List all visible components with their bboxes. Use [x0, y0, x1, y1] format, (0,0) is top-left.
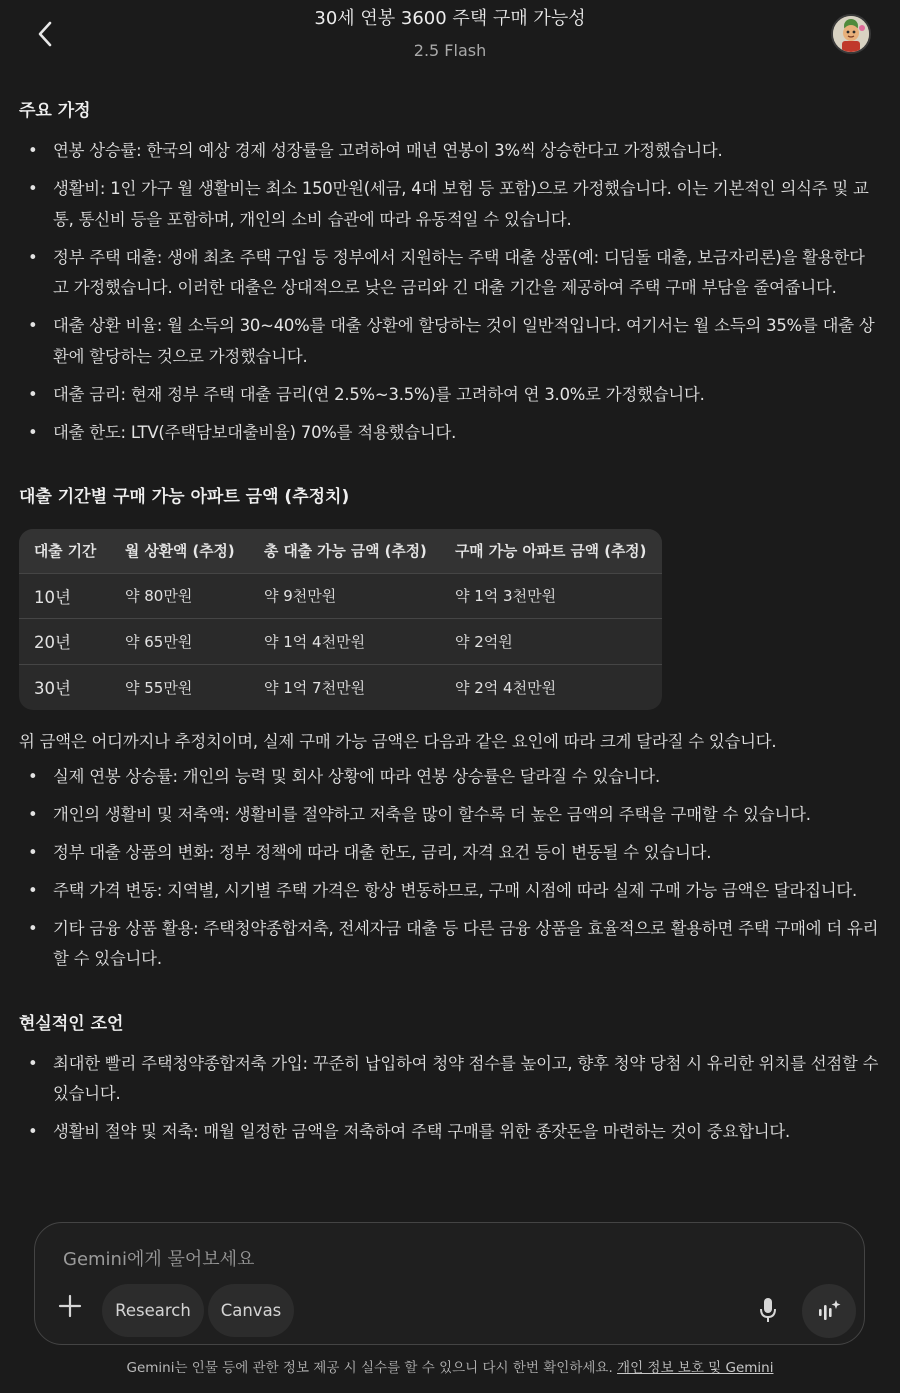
table-cell: 약 80만원	[110, 573, 249, 619]
list-item: • 대출 금리: 현재 정부 주택 대출 금리(연 2.5%~3.5%)를 고려하여 연 3.0%로 가정했습니다.	[19, 380, 879, 411]
microphone-button[interactable]	[753, 1293, 783, 1327]
conversation-title: 30세 연봉 3600 주택 구매 가능성	[314, 8, 586, 29]
table-cell: 약 1억 7천만원	[249, 664, 440, 710]
table-cell: 약 2억 4천만원	[440, 664, 662, 710]
table-cell: 10년	[19, 573, 110, 619]
microphone-icon	[759, 1297, 777, 1323]
model-selector[interactable]: 2.5 Flash	[413, 41, 487, 60]
table-row	[19, 664, 662, 710]
list-item: • 연봉 상승률: 한국의 예상 경제 성장률을 고려하여 매년 연봉이 3%씩 상승한다고 가정했습니다.	[19, 136, 879, 167]
factors-intro: 위 금액은 어디까지나 추정치이며, 실제 구매 가능 금액은 다음과 같은 요인에 따라 크게 달라질 수 있습니다.	[19, 731, 777, 751]
list-item: • 실제 연봉 상승률: 개인의 능력 및 회사 상황에 따라 연봉 상승률은 달라질 수 있습니다.	[19, 762, 879, 793]
footer-disclaimer	[0, 1356, 900, 1376]
add-attachment-button[interactable]	[53, 1289, 87, 1323]
table-row	[19, 573, 662, 619]
canvas-button[interactable]: Canvas	[208, 1284, 294, 1337]
response-content	[19, 96, 879, 1155]
table-header-row	[19, 529, 662, 573]
list-item: • 생활비 절약 및 저축: 매월 일정한 금액을 저축하여 주택 구매를 위한 종잣돈을 마련하는 것이 중요합니다.	[19, 1117, 879, 1148]
table-heading: 대출 기간별 구매 가능 아파트 금액 (추정치)	[19, 487, 350, 507]
assumptions-heading: 주요 가정	[19, 101, 91, 121]
column-header: 월 상환액 (추정)	[110, 529, 249, 573]
list-item: • 최대한 빨리 주택청약종합저축 가입: 꾸준히 납입하여 청약 점수를 높이고, 향후 청약 당첨 시 유리한 위치를 선점할 수 있습니다.	[19, 1049, 879, 1110]
column-header: 구매 가능 아파트 금액 (추정)	[440, 529, 662, 573]
list-item: • 생활비: 1인 가구 월 생활비는 최소 150만원(세금, 4대 보험 등 포함)으로 가정했습니다. 이는 기본적인 의식주 및 교통, 통신비 등을 포함하며, 개인의 소비 습관에 따라 유동적일 수 있습니다.	[19, 174, 879, 235]
list-item: • 정부 대출 상품의 변화: 정부 정책에 따라 대출 한도, 금리, 자격 요건 등이 변동될 수 있습니다.	[19, 838, 879, 869]
disclaimer-text: Gemini는 인물 등에 관한 정보 제공 시 실수를 할 수 있으니 다시 한번 확인하세요.	[126, 1360, 613, 1376]
privacy-link[interactable]: 개인 정보 보호 및 Gemini	[617, 1360, 774, 1376]
list-item: • 대출 한도: LTV(주택담보대출비율) 70%를 적용했습니다.	[19, 418, 879, 449]
research-button[interactable]: Research	[102, 1284, 204, 1337]
list-item: • 정부 주택 대출: 생애 최초 주택 구입 등 정부에서 지원하는 주택 대출 상품(예: 디딤돌 대출, 보금자리론)을 활용한다고 가정했습니다. 이러한 대출은 상대적으로 낮은 금리와 긴 대출 기간을 제공하여 주택 구매 부담을 줄여줍니다.	[19, 243, 879, 304]
avatar-image	[833, 16, 869, 52]
top-bar	[0, 0, 900, 80]
list-item: • 주택 가격 변동: 지역별, 시기별 주택 가격은 항상 변동하므로, 구매 시점에 따라 실제 구매 가능 금액은 달라집니다.	[19, 876, 879, 907]
plus-icon	[58, 1294, 82, 1318]
table-cell: 30년	[19, 664, 110, 710]
list-item: • 대출 상환 비율: 월 소득의 30~40%를 대출 상환에 할당하는 것이 일반적입니다. 여기서는 월 소득의 35%를 대출 상환에 할당하는 것으로 가정했습니다.	[19, 311, 879, 372]
table-cell: 약 1억 4천만원	[249, 619, 440, 665]
prompt-input[interactable]: Gemini에게 물어보세요	[63, 1249, 255, 1270]
factors-list	[19, 762, 879, 975]
table-cell: 20년	[19, 619, 110, 665]
list-item: • 기타 금융 상품 활용: 주택청약종합저축, 전세자금 대출 등 다른 금융 상품을 효율적으로 활용하면 주택 구매에 더 유리할 수 있습니다.	[19, 914, 879, 975]
table-cell: 약 55만원	[110, 664, 249, 710]
assumptions-list	[19, 136, 879, 448]
table-cell: 약 2억원	[440, 619, 662, 665]
live-sparkle-icon	[816, 1298, 842, 1324]
list-item: • 개인의 생활비 및 저축액: 생활비를 절약하고 저축을 많이 할수록 더 높은 금액의 주택을 구매할 수 있습니다.	[19, 800, 879, 831]
avatar[interactable]	[831, 14, 871, 54]
advice-heading: 현실적인 조언	[19, 1013, 124, 1034]
table-cell: 약 1억 3천만원	[440, 573, 662, 619]
table-row	[19, 619, 662, 665]
table-cell: 약 65만원	[110, 619, 249, 665]
loan-table	[19, 529, 662, 710]
prompt-box	[34, 1222, 865, 1345]
column-header: 총 대출 가능 금액 (추정)	[249, 529, 440, 573]
advice-list	[19, 1049, 879, 1148]
column-header: 대출 기간	[19, 529, 110, 573]
table-cell: 약 9천만원	[249, 573, 440, 619]
live-button[interactable]	[802, 1284, 856, 1338]
